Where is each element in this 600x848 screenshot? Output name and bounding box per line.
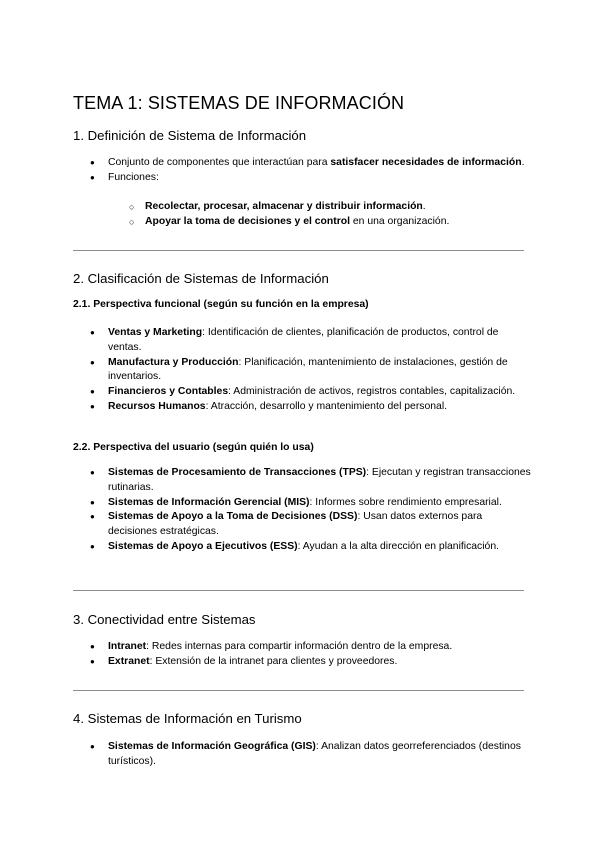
list-item: ○ Apoyar la toma de decisiones y el control en una organización.: [145, 215, 535, 230]
bullet-icon: ●: [90, 541, 95, 551]
list-item: ● Conjunto de componentes que interactúan para satisfacer necesidades de información.: [108, 156, 533, 171]
bullet-icon: ●: [90, 172, 95, 182]
bullet-icon: ●: [90, 387, 95, 397]
section-1-heading: 1. Definición de Sistema de Información: [73, 128, 307, 143]
section-2-2-list: [90, 466, 533, 555]
list-item: ● Intranet: Redes internas para compartir información dentro de la empresa.: [108, 640, 533, 655]
bullet-icon: ●: [90, 512, 95, 522]
list-item: ● Recursos Humanos: Atracción, desarrollo y mantenimiento del personal.: [108, 400, 533, 415]
section-3-list: [90, 640, 533, 670]
list-item: ● Extranet: Extensión de la intranet para clientes y proveedores.: [108, 655, 533, 670]
divider: [73, 250, 524, 251]
section-2-1-list: [90, 326, 533, 415]
list-item: ● Manufactura y Producción: Planificación, mantenimiento de instalaciones, gestión de inventarios.: [90, 356, 508, 383]
bullet-icon: ●: [90, 158, 95, 167]
list-item: ● Sistemas de Apoyo a Ejecutivos (ESS): Ayudan a la alta dirección en planificación.: [108, 540, 533, 555]
list-item: ○ Recolectar, procesar, almacenar y distribuir información.: [145, 200, 535, 215]
section-4-heading: 4. Sistemas de Información en Turismo: [73, 711, 302, 726]
list-item: ● Sistemas de Procesamiento de Transacciones (TPS): Ejecutan y registran transacciones rutinarias.: [90, 467, 531, 493]
divider: [73, 690, 524, 691]
bullet-icon: ●: [90, 656, 95, 666]
subsection-2-2-heading: 2.2. Perspectiva del usuario (según quién lo usa): [73, 442, 314, 453]
document-title: TEMA 1: SISTEMAS DE INFORMACIÓN: [73, 93, 405, 113]
bullet-icon: ●: [90, 642, 95, 651]
bullet-icon: ●: [90, 357, 95, 367]
section-1-list: [90, 156, 533, 186]
bullet-icon: ●: [90, 497, 95, 507]
bullet-icon: ●: [90, 468, 95, 477]
section-3-heading: 3. Conectividad entre Sistemas: [73, 612, 256, 627]
list-item: ● Funciones:: [108, 171, 533, 186]
bullet-icon: ●: [90, 328, 95, 337]
section-2-heading: 2. Clasificación de Sistemas de Información: [73, 271, 329, 286]
subsection-2-1-heading: 2.1. Perspectiva funcional (según su función en la empresa): [73, 299, 369, 310]
bullet-icon: ●: [90, 401, 95, 411]
section-4-list: [90, 740, 533, 770]
list-item: ● Financieros y Contables: Administración de activos, registros contables, capitalización.: [108, 385, 533, 400]
list-item: ● Sistemas de Información Gerencial (MIS): Informes sobre rendimiento empresarial.: [108, 496, 533, 511]
circle-bullet-icon: ○: [129, 202, 135, 212]
section-1-sublist: [129, 200, 535, 230]
list-item: ● Sistemas de Información Geográfica (GIS): Analizan datos georreferenciados (destinos turísticos).: [90, 741, 521, 767]
list-item: ● Ventas y Marketing: Identificación de clientes, planificación de productos, control de ventas.: [90, 327, 499, 353]
divider: [73, 590, 524, 591]
list-item: ● Sistemas de Apoyo a la Toma de Decisiones (DSS): Usan datos externos para decisiones estratégicas.: [90, 511, 483, 538]
circle-bullet-icon: ○: [129, 216, 135, 227]
bullet-icon: ●: [90, 742, 95, 751]
